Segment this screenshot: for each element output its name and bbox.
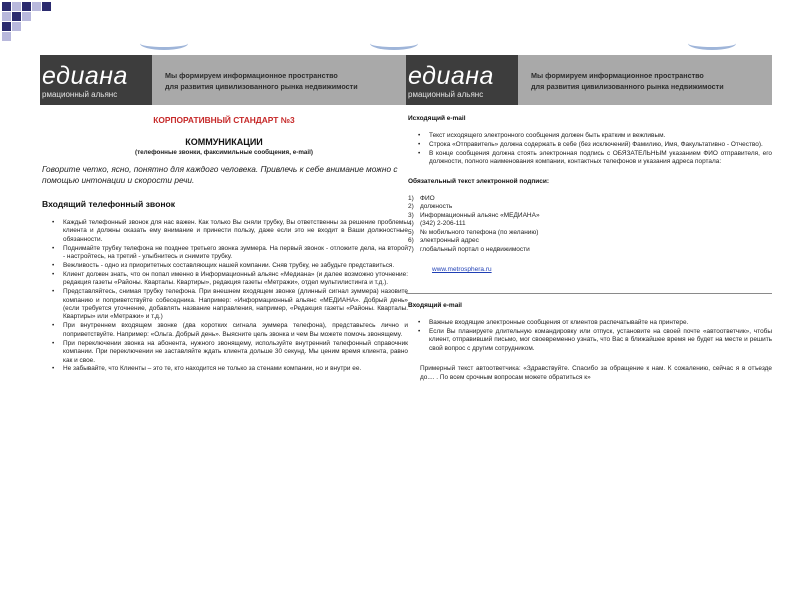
brand-logo [40,55,152,105]
incoming-email-heading: Входящий e-mail [408,302,462,310]
decorative-square [12,22,21,31]
communications-heading: КОММУНИКАЦИИ [185,137,263,147]
slogan-line-1: Мы формируем информационное пространство [165,71,338,80]
brand-subtitle: рмационный альянс [42,90,118,99]
brand-logo [406,55,518,105]
slogan-line-2: для развития цивилизованного рынка недвижимости [531,82,724,91]
decorative-square [12,2,21,11]
list-item: 3) Информационный альянс «МЕДИАНА» [408,211,540,219]
brand-name: едиана [408,62,494,90]
decorative-square [2,12,11,21]
list-item: • При внутреннем входящем звонке (два коротких сигнала зуммера телефона), представьтесь лично и поприветствуйте. Например: «Ольга. Добрый день». Выясните цель звонка и чем Вы можете помочь звонящему. [52,322,408,339]
banner-slogan [165,70,358,92]
right-banner [406,55,772,105]
communications-subheading: (телефонные звонки, факсимильные сообщения, e-mail) [134,149,314,156]
decorative-square [2,32,11,41]
list-item: • Строка «Отправитель» должна содержать в себе (без исключений) Фамилию, Имя, Факультативно - Отчество). [418,141,772,149]
list-item: 4) (342) 2-206-111 [408,220,466,228]
list-item: • Не забывайте, что Клиенты – это те, кто находится не только за стенами компании, но и внутри ее. [52,365,408,373]
list-item: • Текст исходящего электронного сообщения должен быть кратким и вежливым. [418,132,772,140]
list-item: • Поднимайте трубку телефона не позднее третьего звонка зуммера. На первый звонок - отложите дела, на второй - настройтесь, на третий - улыбнитесь и снимите трубку. [52,245,408,262]
list-item: 1) ФИО [408,194,435,202]
right-document-page [406,55,772,470]
list-item: • Каждый телефонный звонок для нас важен. Как только Вы сняли трубку, Вы ответственны за решение проблемы клиента и должны оказать ему внимание и принести пользу, даже если это не входит в Ваши должностные обязанности. [52,219,408,244]
brand-subtitle: рмационный альянс [408,90,484,99]
list-item: • Клиент должен знать, что он попал именно в Информационный альянс «Медиана» (и далее возможно уточнение: редакция газеты «Районы. Кварталы. Квартиры», редакция газеты «Метражи», отдел мультилистинга и т.д.). [52,271,408,288]
signature-heading: Обязательный текст электронной подписи: [408,177,550,185]
decorative-square [22,2,31,11]
standard-title: КОРПОРАТИВНЫЙ СТАНДАРТ №3 [153,115,295,125]
slogan-line-2: для развития цивилизованного рынка недвижимости [165,82,358,91]
incoming-call-rules [40,219,408,374]
list-item: 2) должность [408,203,453,211]
banner-slogan [531,70,724,92]
decorative-square [2,2,11,11]
list-item: • Важные входящие электронные сообщения от клиентов распечатывайте на принтере. [418,319,772,327]
section-divider [406,293,772,294]
list-item: • Вежливость - одно из приоритетных составляющих нашей компании. Сняв трубку, не забудьте представиться. [52,262,408,270]
left-document-page [40,55,408,470]
autoresponder-example: Примерный текст автоответчика: «Здравствуйте. Спасибо за обращение к нам. К сожалению, сейчас я в отъезде до.... . По всем срочным вопросам можете обратиться к» [420,365,772,381]
slogan-line-1: Мы формируем информационное пространство [531,71,704,80]
decorative-square [32,2,41,11]
left-banner [40,55,408,105]
outgoing-email-rules [406,132,772,167]
decorative-square [2,22,11,31]
list-item: 6) электронный адрес [408,237,479,245]
list-item: 7) глобальный портал о недвижимости [408,245,530,253]
portal-link[interactable]: www.metrosphera.ru [432,266,492,274]
decorative-square [12,12,21,21]
list-item: • Представляйтесь, снимая трубку телефона. При внешнем входящем звонке (длинный сигнал зуммера) назовите компанию и поприветствуйте собеседника. Например: «Информационный альянс «МЕДИАНА». Добрый день» (если требуется уточнение, добавлять название направления, например, «Редакция газеты «Районы. Кварталы. Квартиры» или «Метражи» и т.д.) [52,288,408,322]
decorative-square [22,12,31,21]
incoming-email-rules [406,319,772,353]
list-item: • Если Вы планируете длительную командировку или отпуск, установите на своей почте «автоответчик», чтобы клиент, отправивший письмо, мог своевременно узнать, что Вас в ближайшее время не будет на месте и решить свой вопрос с другим сотрудником. [418,328,772,353]
incoming-call-heading: Входящий телефонный звонок [42,199,176,209]
outgoing-email-heading: Исходящий e-mail [408,115,466,122]
list-item: • В конце сообщения должна стоять электронная подпись с ОБЯЗАТЕЛЬНЫМ указанием ФИО отправителя, его должности, полного наименования компании, контактных телефонов и указания адреса портала: [418,150,772,167]
signature-list [408,195,772,255]
list-item: • При переключении звонка на абонента, нужного звонящему, используйте внутренний телефонный справочник компании. При переключении не заставляйте ждать клиента дольше 30 секунд. Мы ценим время клиента, равно как и свое. [52,340,408,365]
intro-text: Говорите четко, ясно, понятно для каждого человека. Привлечь к себе внимание можно с помощью интонации и скорости речи. [42,164,398,185]
brand-name: едиана [42,62,128,90]
decorative-square [42,2,51,11]
list-item: 5) № мобильного телефона (по желанию) [408,228,539,236]
